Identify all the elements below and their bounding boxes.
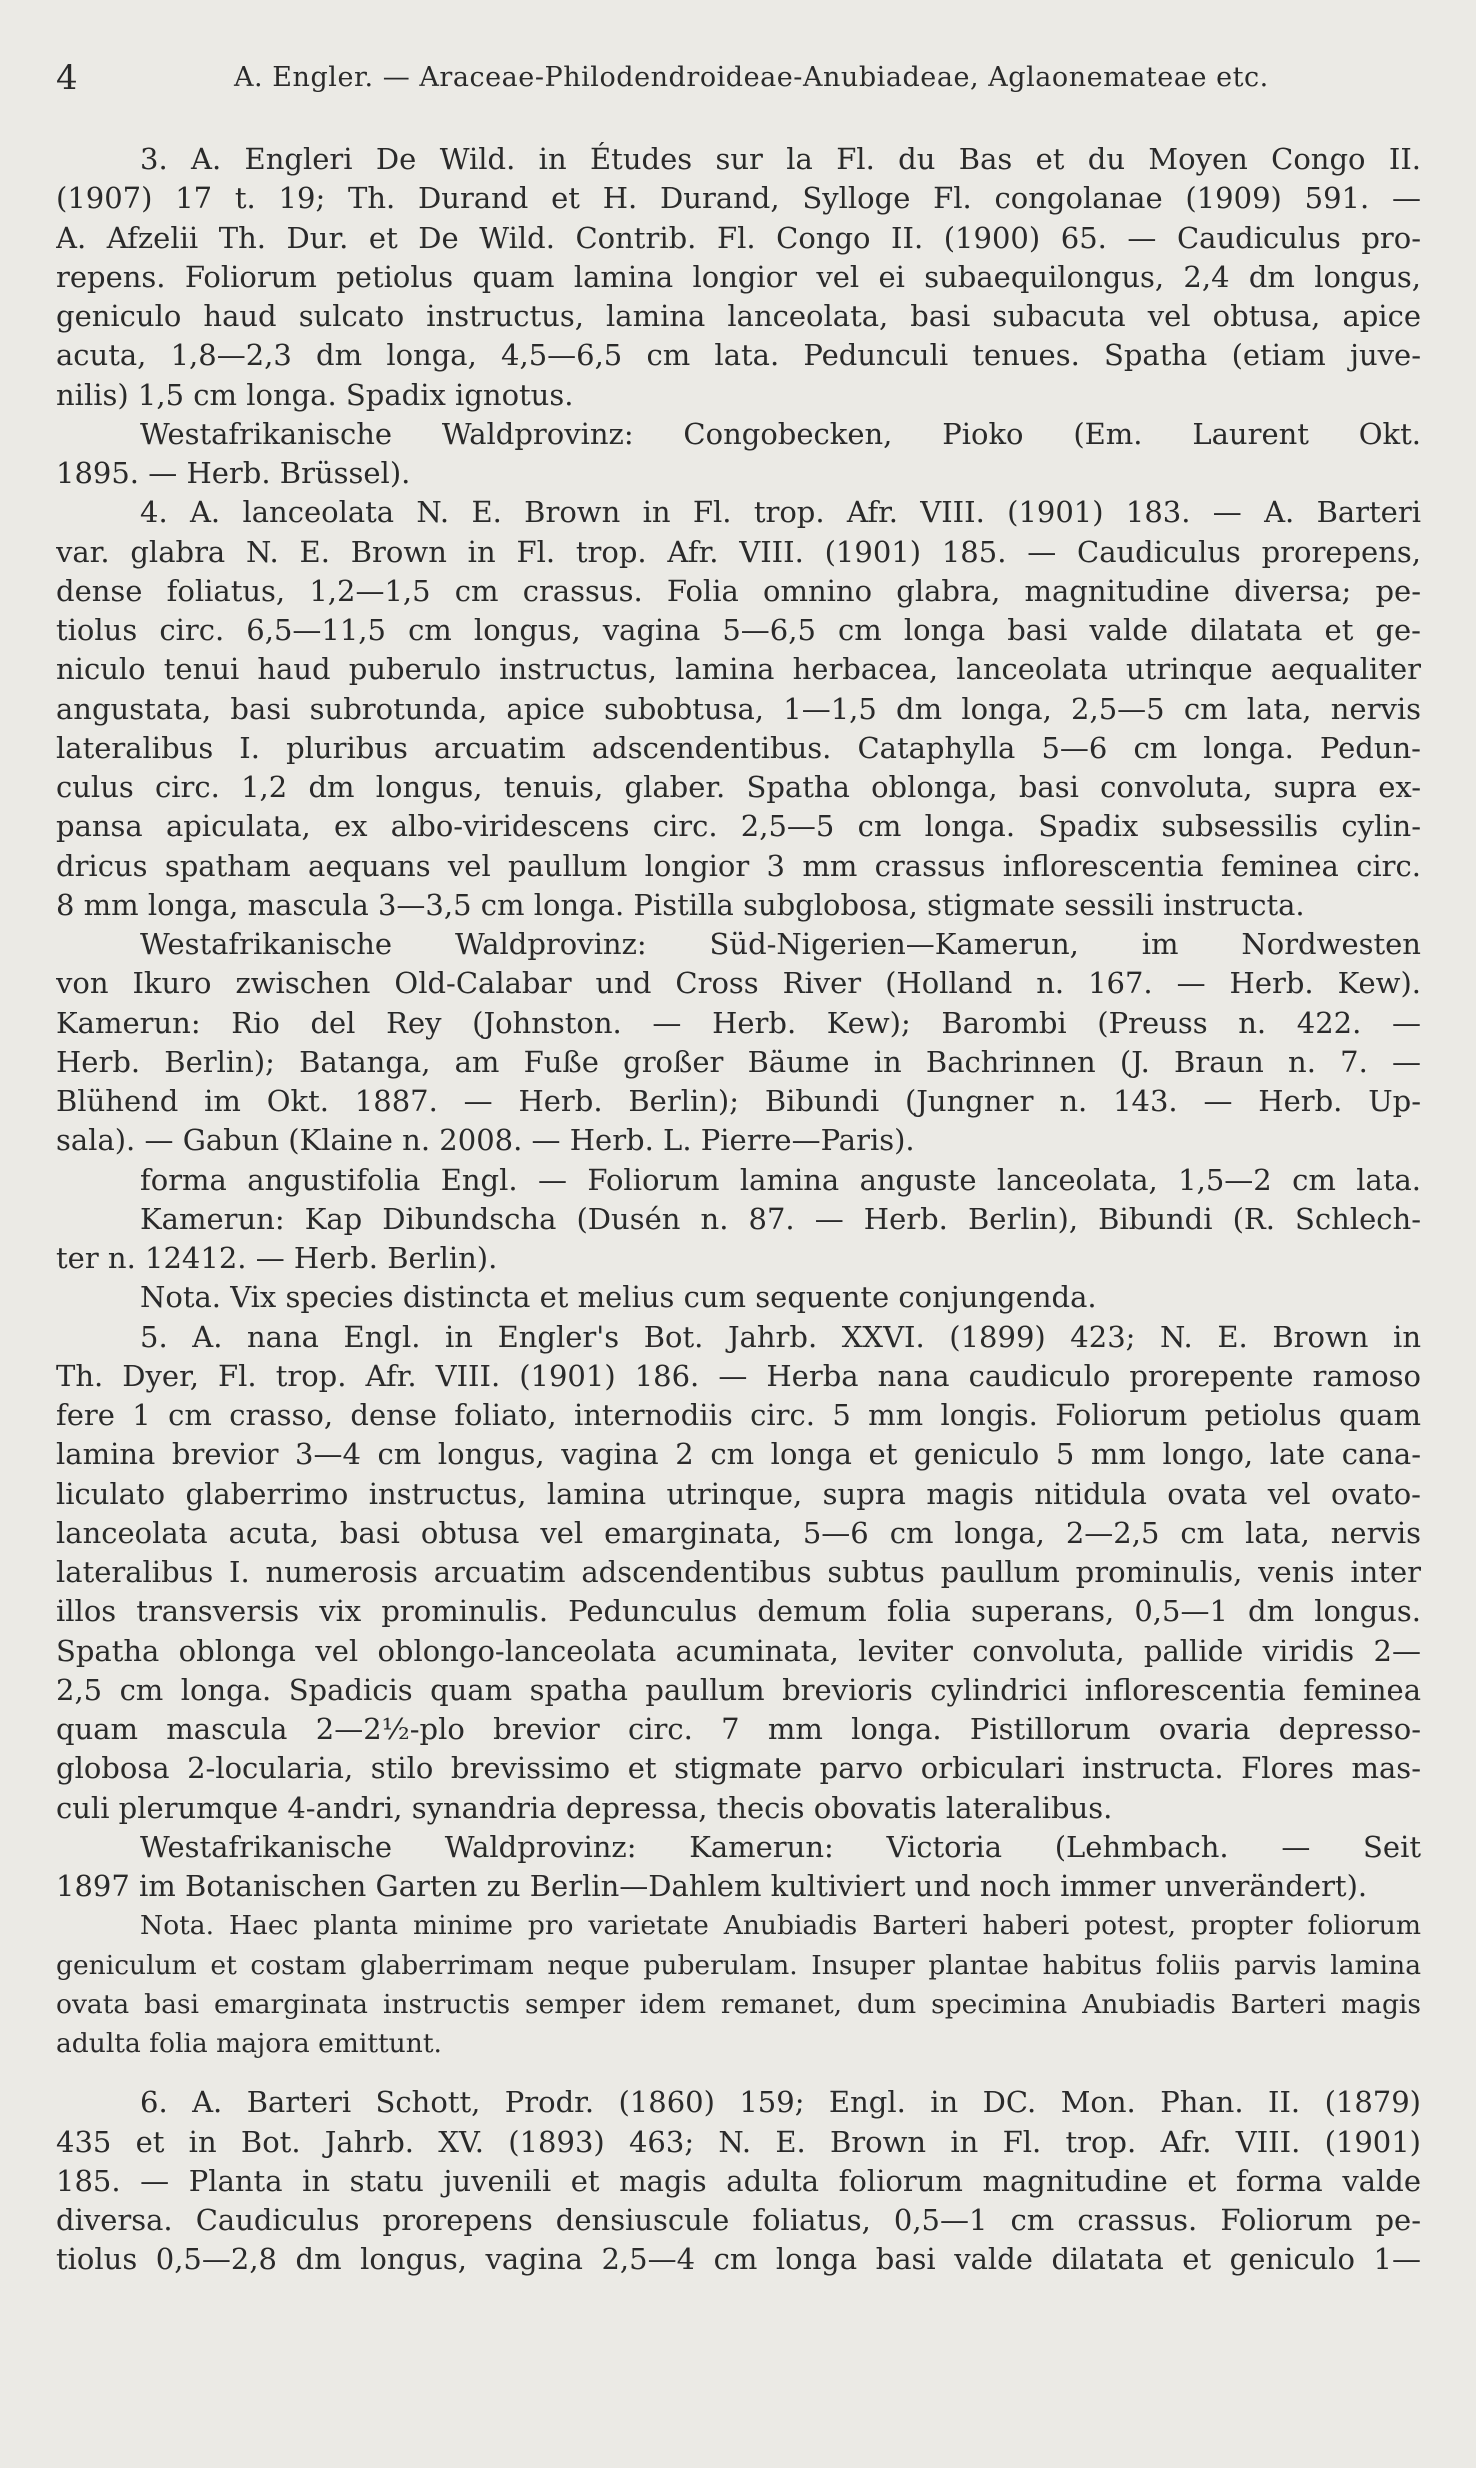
text-line: illos transversis vix prominulis. Pedunculus demum folia superans, 0,5—1 dm longus. — [56, 1594, 1421, 1629]
text-line: 185. — Planta in statu juvenili et magis adulta foliorum magnitudine et forma valde — [56, 2163, 1421, 2198]
text-line: pansa apiculata, ex albo-viridescens circ. 2,5—5 cm longa. Spadix subsessilis cylin- — [56, 809, 1421, 844]
text-line: 1895. — Herb. Brüssel). — [56, 456, 411, 490]
text-line: Th. Dyer, Fl. trop. Afr. VIII. (1901) 186. — Herba nana caudiculo prorepente ramoso — [56, 1358, 1421, 1393]
text-line: niculo tenui haud puberulo instructus, lamina herbacea, lanceolata utrinque aequaliter — [56, 652, 1421, 687]
text-line: Kamerun: Rio del Rey (Johnston. — Herb. Kew); Barombi (Preuss n. 422. — — [56, 1005, 1421, 1040]
text-line: Westafrikanische Waldprovinz: Süd-Nigerien—Kamerun, im Nordwesten — [140, 927, 1421, 961]
text-line: lanceolata acuta, basi obtusa vel emarginata, 5—6 cm longa, 2—2,5 cm lata, nervis — [56, 1515, 1421, 1550]
text-line: Blühend im Okt. 1887. — Herb. Berlin); Bibundi (Jungner n. 143. — Herb. Up- — [56, 1084, 1421, 1118]
text-line: culi plerumque 4-andri, synandria depressa, thecis obovatis lateralibus. — [56, 1790, 1113, 1825]
text-line: 6. A. Barteri Schott, Prodr. (1860) 159; Engl. in DC. Mon. Phan. II. (1879) — [140, 2085, 1421, 2120]
text-line: (1907) 17 t. 19; Th. Durand et H. Durand, Sylloge Fl. congolanae (1909) 591. — — [56, 181, 1421, 216]
body-text — [56, 140, 1421, 2280]
text-line: adulta folia majora emittunt. — [56, 2028, 442, 2059]
text-line: repens. Foliorum petiolus quam lamina longior vel ei subaequilongus, 2,4 dm longus, — [56, 259, 1421, 294]
text-line: 435 et in Bot. Jahrb. XV. (1893) 463; N. E. Brown in Fl. trop. Afr. VIII. (1901) — [56, 2124, 1421, 2159]
text-line: globosa 2-locularia, stilo brevissimo et stigmate parvo orbiculari instructa. Flores mas- — [56, 1751, 1421, 1786]
text-line: fere 1 cm crasso, dense foliato, internodiis circ. 5 mm longis. Foliorum petiolus quam — [56, 1398, 1421, 1432]
text-line: lateralibus I. numerosis arcuatim adscendentibus subtus paullum prominulis, venis inter — [56, 1555, 1421, 1589]
text-line: A. Afzelii Th. Dur. et De Wild. Contrib. Fl. Congo II. (1900) 65. — Caudiculus pro- — [56, 220, 1421, 255]
text-line: acuta, 1,8—2,3 dm longa, 4,5—6,5 cm lata. Pedunculi tenues. Spatha (etiam juve- — [56, 338, 1421, 373]
text-line: 2,5 cm longa. Spadicis quam spatha paullum brevioris cylindrici inflorescentia feminea — [56, 1672, 1421, 1707]
text-line: Spatha oblonga vel oblongo-lanceolata acuminata, leviter convoluta, pallide viridis 2— — [56, 1633, 1421, 1668]
text-line: Nota. Haec planta minime pro varietate Anubiadis Barteri haberi potest, propter foliorum — [140, 1910, 1421, 1942]
text-line: liculato glaberrimo instructus, lamina utrinque, supra magis nitidula ovata vel ovato- — [56, 1476, 1421, 1511]
text-line: geniculum et costam glaberrimam neque puberulam. Insuper plantae habitus foliis parvis lamina — [56, 1949, 1421, 1981]
text-line: Herb. Berlin); Batanga, am Fuße großer Bäume in Bachrinnen (J. Braun n. 7. — — [56, 1044, 1421, 1079]
text-line: lateralibus I. pluribus arcuatim adscendentibus. Cataphylla 5—6 cm longa. Pedun- — [56, 730, 1421, 765]
text-line: Kamerun: Kap Dibundscha (Dusén n. 87. — Herb. Berlin), Bibundi (R. Schlech- — [140, 1201, 1421, 1236]
text-line: nilis) 1,5 cm longa. Spadix ignotus. — [56, 377, 574, 412]
text-line: tiolus circ. 6,5—11,5 cm longus, vagina 5—6,5 cm longa basi valde dilatata et ge- — [56, 613, 1421, 647]
text-line: Westafrikanische Waldprovinz: Kamerun: Victoria (Lehmbach. — Seit — [140, 1829, 1421, 1864]
text-line: 5. A. nana Engl. in Engler's Bot. Jahrb. XXVI. (1899) 423; N. E. Brown in — [140, 1319, 1421, 1354]
text-line: angustata, basi subrotunda, apice subobtusa, 1—1,5 dm longa, 2,5—5 cm lata, nervis — [56, 691, 1421, 726]
text-line: dricus spatham aequans vel paullum longior 3 mm crassus inflorescentia feminea circ. — [56, 848, 1421, 883]
text-line: 1897 im Botanischen Garten zu Berlin—Dahlem kultiviert und noch immer unverändert). — [56, 1869, 1368, 1903]
text-line: var. glabra N. E. Brown in Fl. trop. Afr. VIII. (1901) 185. — Caudiculus prorepens, — [56, 534, 1421, 569]
text-line: forma angustifolia Engl. — Foliorum lamina anguste lanceolata, 1,5—2 cm lata. — [140, 1162, 1421, 1197]
text-line: von Ikuro zwischen Old-Calabar und Cross River (Holland n. 167. — Herb. Kew). — [56, 966, 1421, 1001]
page-number: 4 — [56, 58, 79, 98]
text-line: 3. A. Engleri De Wild. in Études sur la Fl. du Bas et du Moyen Congo II. — [140, 142, 1421, 176]
text-line: tiolus 0,5—2,8 dm longus, vagina 2,5—4 cm longa basi valde dilatata et geniculo 1— — [56, 2242, 1421, 2277]
text-line: Nota. Vix species distincta et melius cum sequente conjungenda. — [140, 1280, 1097, 1315]
text-line: lamina brevior 3—4 cm longus, vagina 2 cm longa et geniculo 5 mm longo, late cana- — [56, 1437, 1421, 1472]
text-line: sala). — Gabun (Klaine n. 2008. — Herb. L. Pierre—Paris). — [56, 1123, 915, 1158]
text-line: quam mascula 2—2½-plo brevior circ. 7 mm longa. Pistillorum ovaria depresso- — [56, 1712, 1421, 1746]
text-line: ter n. 12412. — Herb. Berlin). — [56, 1241, 498, 1275]
running-head — [56, 58, 1420, 98]
text-line: dense foliatus, 1,2—1,5 cm crassus. Folia omnino glabra, magnitudine diversa; pe- — [56, 573, 1421, 608]
text-line: geniculo haud sulcato instructus, lamina lanceolata, basi subacuta vel obtusa, apice — [56, 299, 1421, 333]
text-line: ovata basi emarginata instructis semper idem remanet, dum specimina Anubiadis Barteri magis — [56, 1988, 1421, 2020]
header-title: A. Engler. — Araceae-Philodendroideae-Anubiadeae, Aglaonemateae etc. — [234, 62, 1269, 93]
text-line: Westafrikanische Waldprovinz: Congobecken, Pioko (Em. Laurent Okt. — [140, 416, 1421, 451]
text-line: diversa. Caudiculus prorepens densiuscule foliatus, 0,5—1 cm crassus. Foliorum pe- — [56, 2203, 1421, 2237]
text-line: 8 mm longa, mascula 3—3,5 cm longa. Pistilla subglobosa, stigmate sessili instructa. — [56, 887, 1305, 922]
text-line: culus circ. 1,2 dm longus, tenuis, glaber. Spatha oblonga, basi convoluta, supra ex- — [56, 770, 1421, 804]
text-line: 4. A. lanceolata N. E. Brown in Fl. trop. Afr. VIII. (1901) 183. — A. Barteri — [140, 495, 1421, 530]
